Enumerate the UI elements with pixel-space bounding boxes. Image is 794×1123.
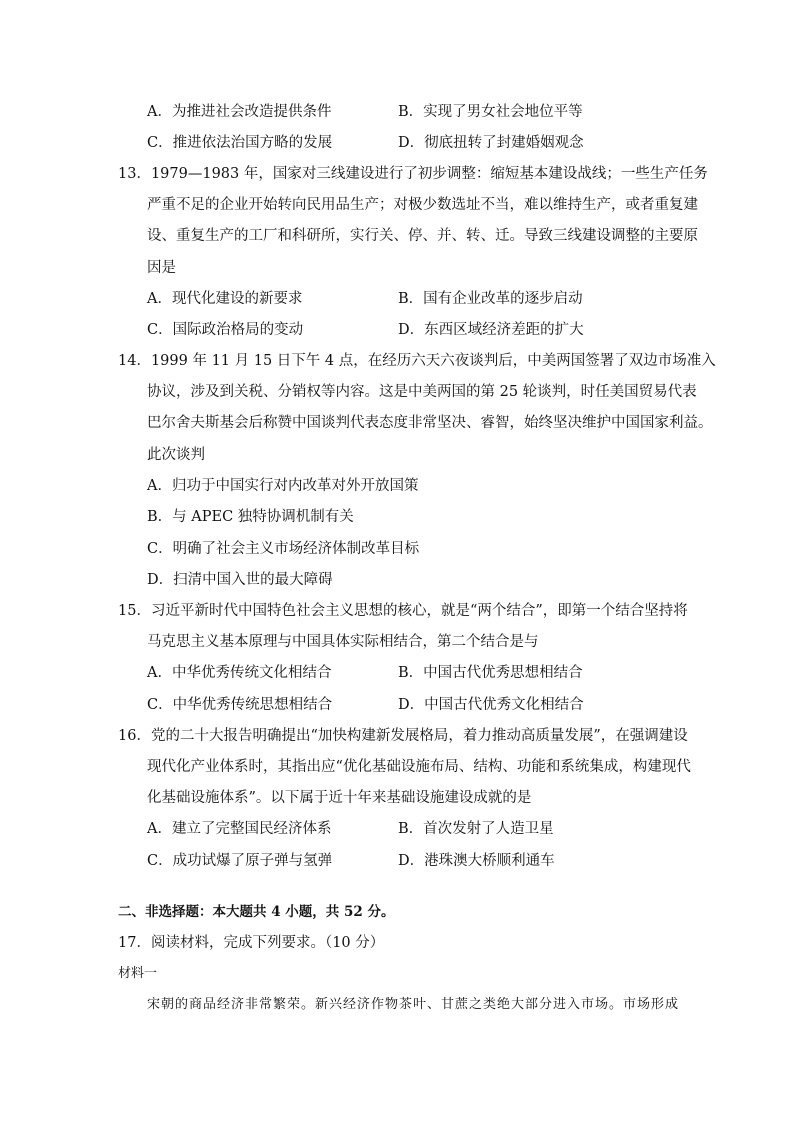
q13-stem-line-4: 因是 [147,260,176,276]
q13-stem-line-1: 13．1979—1983 年，国家对三线建设进行了初步调整：缩短基本建设战线；一些生产任务 [118,166,708,182]
q16-option-b: B．首次发射了人造卫星 [398,821,554,837]
section-heading: 二、非选择题：本大题共 4 小题，共 52 分。 [118,904,395,920]
q15-option-a: A．中华优秀传统文化相结合 [147,665,332,681]
q16-stem-line-2: 现代化产业体系时，其指出应“优化基础设施布局、结构、功能和系统集成，构建现代 [147,759,691,775]
q12-option-a: A．为推进社会改造提供条件 [147,104,332,120]
q12-option-d: D．彻底扭转了封建婚姻观念 [398,135,584,151]
q15-option-d: D．中国古代优秀文化相结合 [398,697,584,713]
q14-stem-line-4: 此次谈判 [147,447,205,463]
q14-option-d: D．扫清中国入世的最大障碍 [147,572,333,588]
q14-stem-line-3: 巴尔舍夫斯基会后称赞中国谈判代表态度非常坚决、睿智，始终坚决维护中国国家利益。 [147,415,713,431]
q13-option-a: A．现代化建设的新要求 [147,291,303,307]
q16-stem-line-3: 化基础设施体系”。以下属于近十年来基础设施建设成就的是 [147,790,532,806]
q15-stem-line-2: 马克思主义基本原理与中国具体实际相结合，第二个结合是与 [147,634,539,650]
q13-stem-line-2: 严重不足的企业开始转向民用品生产；对极少数选址不当，难以维持生产，或者重复建 [147,197,698,213]
q12-option-b: B．实现了男女社会地位平等 [398,104,583,120]
q16-option-a: A．建立了完整国民经济体系 [147,821,332,837]
q13-option-d: D．东西区域经济差距的扩大 [398,322,584,338]
q15-option-b: B．中国古代优秀思想相结合 [398,665,583,681]
q13-option-c: C．国际政治格局的变动 [147,322,304,338]
q14-stem-line-1: 14．1999 年 11 月 15 日下午 4 点，在经历六天六夜谈判后，中美两国签署了双边市场准入 [118,353,716,369]
q16-option-c: C．成功试爆了原子弹与氢弹 [147,853,333,869]
q17-prompt: 17．阅读材料，完成下列要求。（10 分） [118,935,385,951]
material-label: 材料一 [118,966,158,981]
q15-option-c: C．中华优秀传统思想相结合 [147,697,333,713]
q14-stem-line-2: 协议，涉及到关税、分销权等内容。这是中美两国的第 25 轮谈判，时任美国贸易代表 [147,384,697,400]
material-text-line: 宋朝的商品经济非常繁荣。新兴经济作物茶叶、甘蔗之类绝大部分进入市场。市场形成 [147,997,680,1012]
q16-option-d: D．港珠澳大桥顺利通车 [398,853,555,869]
q14-option-a: A．归功于中国实行对内改革对外开放国策 [147,478,419,494]
q15-stem-line-1: 15．习近平新时代中国特色社会主义思想的核心，就是“两个结合”，即第一个结合坚持将 [118,603,688,619]
q13-option-b: B．国有企业改革的逐步启动 [398,291,583,307]
q13-stem-line-3: 设、重复生产的工厂和科研所，实行关、停、并、转、迁。导致三线建设调整的主要原 [147,228,698,244]
q14-option-c: C．明确了社会主义市场经济体制改革目标 [147,541,420,557]
q12-option-c: C．推进依法治国方略的发展 [147,135,333,151]
q16-stem-line-1: 16．党的二十大报告明确提出“加快构建新发展格局，着力推动高质量发展”，在强调建设 [118,728,688,744]
q14-option-b: B．与 APEC 独特协调机制有关 [147,509,354,525]
